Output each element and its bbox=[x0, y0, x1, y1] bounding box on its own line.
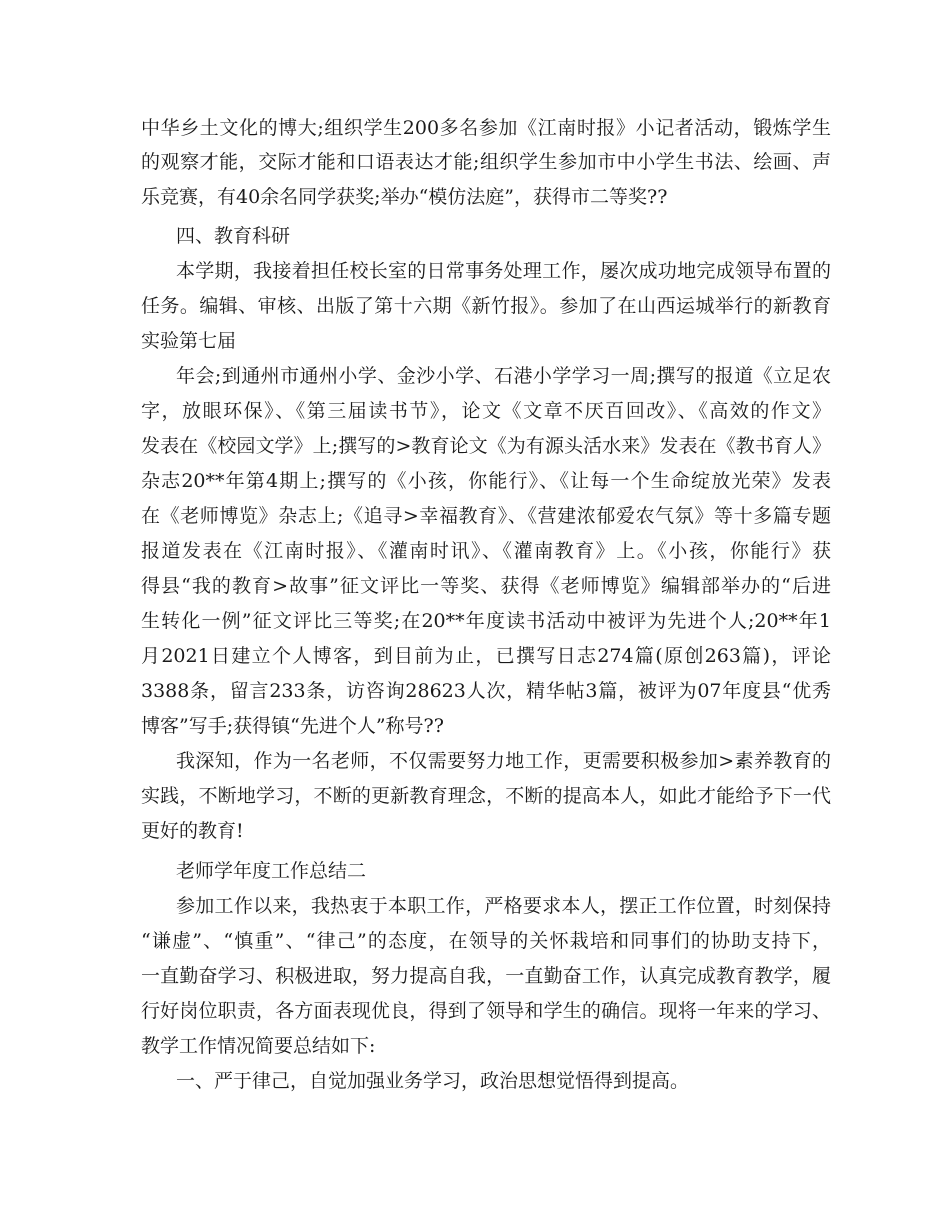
body-text-line: 字，放眼环保》、《第三届读书节》，论文《文章不厌百回改》、《高效的作文》 bbox=[141, 400, 831, 422]
paragraph-first-line: 本学期，我接着担任校长室的日常事务处理工作，屡次成功地完成领导布置的 bbox=[176, 260, 831, 282]
body-text-line: 博客”写手;获得镇“先进个人”称号?? bbox=[141, 715, 444, 737]
body-text-line: 得县“我的教育>故事”征文评比一等奖、获得《老师博览》编辑部举办的“后进 bbox=[141, 575, 831, 597]
body-text-line: 教学工作情况简要总结如下: bbox=[141, 1035, 376, 1057]
body-text-line: 一直勤奋学习、积极进取，努力提高自我，一直勤奋工作，认真完成教育教学，履 bbox=[141, 965, 831, 987]
section-heading: 一、严于律己，自觉加强业务学习，政治思想觉悟得到提高。 bbox=[176, 1070, 690, 1092]
body-text-line: “谦虚”、“慎重”、“律己”的态度，在领导的关怀栽培和同事们的协助支持下， bbox=[141, 930, 831, 952]
body-text-line: 更好的教育! bbox=[141, 820, 244, 842]
body-text-line: 3388条，留言233条，访咨询28623人次，精华帖3篇，被评为07年度县“优秀 bbox=[141, 680, 831, 702]
body-text-line: 发表在《校园文学》上;撰写的>教育论文《为有源头活水来》发表在《教书育人》 bbox=[141, 435, 831, 457]
body-text-line: 实验第七届 bbox=[141, 330, 237, 352]
body-text-line: 生转化一例”征文评比三等奖;在20**年度读书活动中被评为先进个人;20**年1 bbox=[141, 610, 831, 632]
body-text-line: 在《老师博览》杂志上;《追寻>幸福教育》、《营建浓郁爱农气氛》等十多篇专题 bbox=[141, 505, 831, 527]
body-text-line: 乐竞赛，有40余名同学获奖;举办“模仿法庭”，获得市二等奖?? bbox=[141, 186, 668, 208]
section-title: 老师学年度工作总结二 bbox=[176, 860, 367, 882]
section-heading: 四、教育科研 bbox=[176, 225, 291, 247]
body-text-line: 月2021日建立个人博客，到目前为止，已撰写日志274篇(原创263篇)，评论 bbox=[141, 645, 831, 667]
body-text-line: 中华乡土文化的博大;组织学生200多名参加《江南时报》小记者活动，锻炼学生 bbox=[141, 117, 831, 139]
body-text-line: 报道发表在《江南时报》、《灌南时讯》、《灌南教育》上。《小孩，你能行》获 bbox=[141, 540, 831, 562]
body-text-line: 杂志20**年第4期上;撰写的《小孩，你能行》、《让每一个生命绽放光荣》发表 bbox=[141, 470, 831, 492]
body-text-line: 行好岗位职责，各方面表现优良，得到了领导和学生的确信。现将一年来的学习、 bbox=[141, 1000, 831, 1022]
body-text-line: 任务。编辑、审核、出版了第十六期《新竹报》。参加了在山西运城举行的新教育 bbox=[141, 295, 831, 317]
paragraph-first-line: 参加工作以来，我热衷于本职工作，严格要求本人，摆正工作位置，时刻保持 bbox=[176, 895, 831, 917]
body-text-line: 的观察才能，交际才能和口语表达才能;组织学生参加市中小学生书法、绘画、声 bbox=[141, 151, 831, 173]
body-text-line: 实践，不断地学习，不断的更新教育理念，不断的提高本人，如此才能给予下一代 bbox=[141, 785, 831, 807]
paragraph-first-line: 年会;到通州市通州小学、金沙小学、石港小学学习一周;撰写的报道《立足农 bbox=[176, 365, 831, 387]
paragraph-first-line: 我深知，作为一名老师，不仅需要努力地工作，更需要积极参加>素养教育的 bbox=[176, 750, 831, 772]
